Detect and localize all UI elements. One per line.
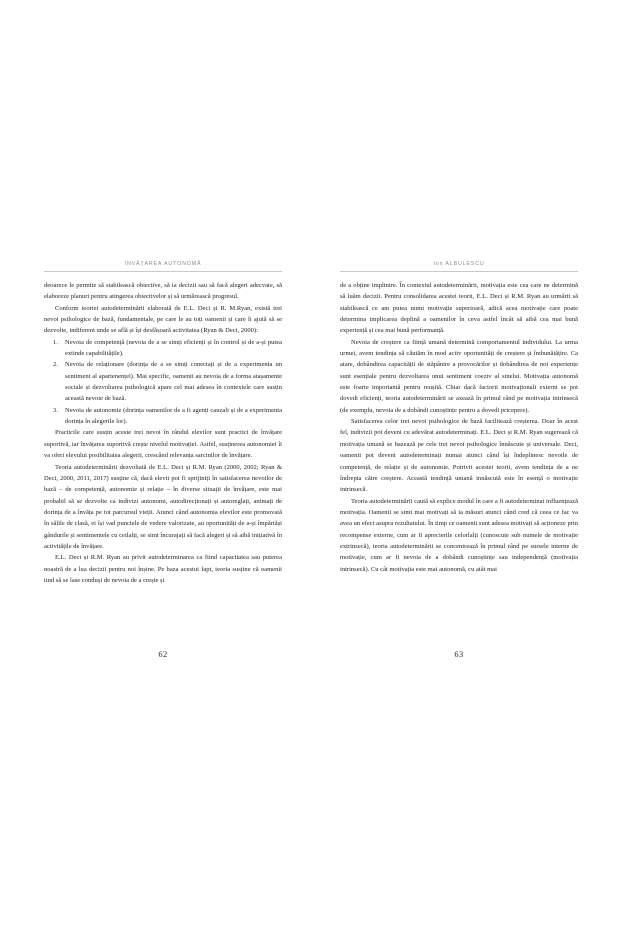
page-number-left: 62 (158, 650, 168, 659)
body-text-right (340, 280, 578, 575)
paragraph: Satisfacerea celor trei nevoi psihologice de bază facilitează creșterea. Doar în acest fel, indivizii pot deveni cu adevărat autodeterminați. E.L. Deci și R.M. Ryan sugerează că motivația umană se bazează pe cele trei nevoi psihologice înnăscute și universale. Deci, oamenii pot deveni autodeterminați numai atunci când își îndeplinesc nevoile de competență, de relație și de autonomie. Potrivit acestei teorii, avem tendința de a ne îndrepta către creștere. Această tendință umană innăscută este în esență o motivație intrinsecă. (340, 418, 578, 494)
header-rule-right (340, 271, 578, 272)
list-item: Nevoia de relaționare (dorința de a se simți conectați și de a experimenta un sentiment al apartenenței). Mai specific, oamenii au nevoia de a forma atașamente sociale și dezvoltarea psihologică apare cel mai adesea în contextele care susțin această nevoie de bază. (65, 361, 282, 403)
paragraph: deoarece le permite să stabilească obiective, să ia decizii sau să facă alegeri adecvate, să elaboreze planuri pentru atingerea obiectivelor și să urmărească progresul. (44, 282, 282, 301)
paragraph: Conform teoriei autodeterminării elaborată de E.L. Deci și R. M.Ryan, există trei nevoi psihologice de bază, fundamentale, pe care le au toți oamenii și care îi ajută să se dezvolte, indiferent unde se află și își desfășoară activitatea (Ryan & Deci, 2000): (44, 304, 282, 335)
numbered-list (44, 337, 282, 428)
header-rule-left (44, 271, 282, 272)
running-head-right: Ion ALBULESCU (433, 261, 485, 267)
paragraph: Nevoia de creștere ca ființă umană determină comportamentul individului. La urma urmei, avem tendința să căutăm în mod activ oportunități de creștere și îmbunătățire. Ca atare, dobândirea capacității de stăpânire a provocărilor și dobândirea de noi experiențe sunt esențiale pentru dezvoltarea unui sentiment coeziv al sinelui. Motivația autonomă este foarte importantă pentru reușită. Chiar dacă factorii motivaționali externi se pot dovedi eficienți, teoria autodeterminării se axează în primul rând pe motivația intrinsecă (de exemplu, nevoia de a dobândi cunoștințe pentru a dovedi pricepere). (340, 338, 578, 414)
page-right (340, 258, 578, 678)
paragraph: Teoria autodeterminării dezvoltată de E.L. Deci și R.M. Ryan (2000, 2002; Ryan & Deci, 2000, 2011, 2017) susține că, dacă elevii pot fi sprijiniți în satisfacerea nevoilor de bază – de competență, autonomie și relație – în diverse situații de învățare, este mai probabil să se dezvolte ca indivizi autonomi, autodirecționați și autoreglați, animați de dorința de a învăța pe tot parcursul vieții. Atunci când autonomia elevilor este promovată în sălile de clasă, ei își vad punctele de vedere valorizate, au oportunități de a-și împărtăși gândurile și sentimentele cu ceilalți, se simt încurajați să facă alegeri și să aibă inițiativă în activitățile de învățare. (44, 463, 282, 550)
running-head-left: ÎNVĂȚAREA AUTONOMĂ (124, 261, 202, 267)
paragraph: Practicile care susțin aceste trei nevoi în rândul elevilor sunt practici de învățare suportivă, iar învățarea suportivă crește nivelul motivației. Astfel, susținerea autonomiei îi va oferi elevului posibilitatea alegerii, crescând relevanța sarcinilor de învățare. (44, 429, 282, 460)
page-left (44, 258, 282, 678)
paragraph: de a obține implinire. În contextul autodeterminării, motivația este cea care ne determină să luăm decizii. Pentru consolidarea acestei teorii, E.L. Deci și R.M. Ryan au urmărit să stabilească ce am putea numi motivație superioară, adică acea motivație care poate determina implicarea deplină a oamenilor în ceva astfel încât să aibă cea mai bună experiență și cea mai bună performanță. (340, 282, 578, 335)
paragraph: E.L. Deci și R.M. Ryan au privit autodeterminarea ca fiind capacitatea sau puterea noastră de a lua decizii pentru noi înșine. Pe baza acestui fapt, teoria susține că oamenii tind să se lase conduși de nevoia de a crește și (44, 554, 282, 584)
list-item: Nevoia de competență (nevoia de a se simți eficienți și în control și de a-și putea extinde capabilitățile). (65, 338, 282, 358)
paragraph: Teoria autodeterminării caută să explice modul în care a fi autodeterminat influențează motivația. Oamenii se simt mai motivați să ia măsuri atunci când cred că ceea ce fac va avea un efect asupra rezultatului. În timp ce oamenii sunt adesea motivați să acționeze prin recompense externe, cum ar fi aprecierile celorlalți (cunoscute sub numele de motivație extrinsecă), teoria autodeterminării se concentrează în primul rând pe sursele interne de motivație, cum ar fi nevoia de a dobândi cunoștințe sau independență (motivația intrinsecă). Cu cât motivația este mai autonomă, cu atât mai (340, 497, 578, 573)
list-item: Nevoia de autonomie (dorința oamenilor de a fi agenți cauzali și de a experimenta dorința în alegerile lor). (65, 406, 282, 426)
page-number-right: 63 (454, 650, 464, 659)
body-text-left (44, 280, 282, 586)
